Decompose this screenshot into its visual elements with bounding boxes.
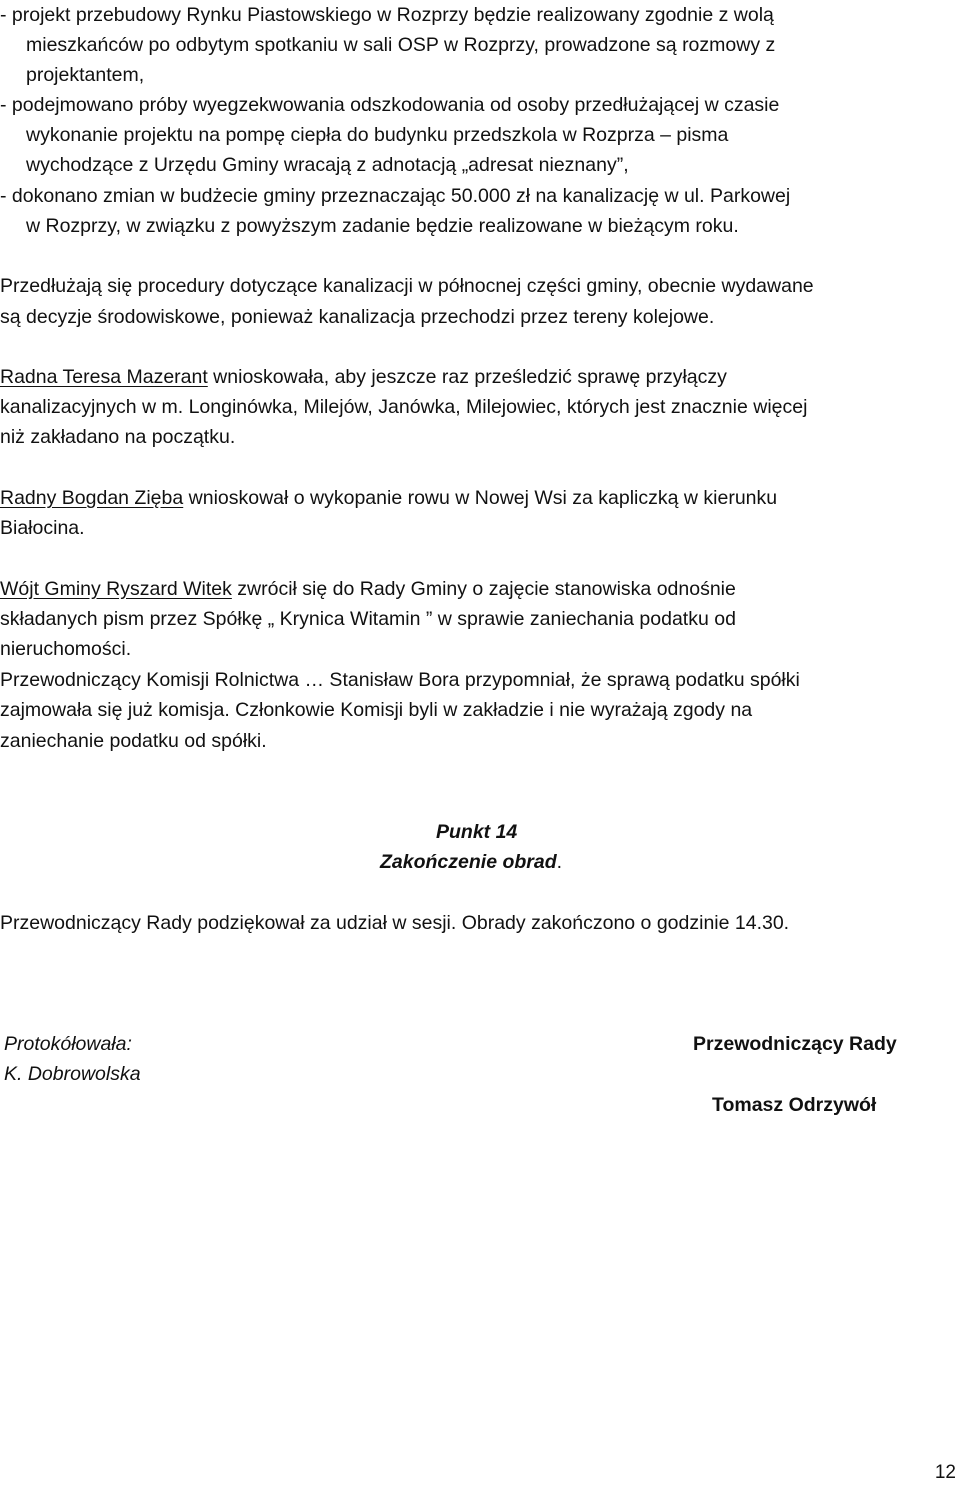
paragraph-bora-line-2: zajmowała się już komisja. Członkowie Komisji byli w zakładzie i nie wyrażają zgody na (0, 699, 753, 721)
paragraph-witek-line-2: składanych pism przez Spółkę „ Krynica Witamin ” w sprawie zaniechania podatku od (0, 608, 736, 630)
bullet-odszkodowanie-line-2: wykonanie projektu na pompę ciepła do budynku przedszkola w Rozprza – pisma (26, 124, 729, 146)
bullet-odszkodowanie-line-1: - podejmowano próby wyegzekwowania odszkodowania od osoby przedłużającej w czasie (0, 94, 780, 116)
paragraph-bora-line-3: zaniechanie podatku od spółki. (0, 730, 267, 752)
paragraph-witek-line-1-text: zwrócił się do Rady Gminy o zajęcie stanowiska odnośnie (231, 578, 736, 600)
paragraph-zieba-line-1-text: wnioskował o wykopanie rowu w Nowej Wsi za kapliczką w kierunku (183, 487, 778, 509)
section-title-text: Zakończenie obrad (380, 851, 557, 873)
section-title-period: . (556, 851, 563, 873)
paragraph-mazerant-line-1-text: wnioskowała, aby jeszcze raz prześledzić sprawę przyłączy (207, 366, 727, 388)
paragraph-zieba-line-1 (0, 483, 960, 513)
paragraph-witek-line-1 (0, 574, 960, 604)
bullet-rynek-line-2: mieszkańców po odbytym spotkaniu w sali OSP w Rozprzy, prowadzone są rozmowy z (26, 34, 776, 56)
speaker-name-zieba: Radny Bogdan Zięba (0, 487, 184, 509)
section-title (380, 847, 562, 877)
paragraph-mazerant-line-2: kanalizacyjnych w m. Longinówka, Milejów, Janówka, Milejowiec, których jest znacznie więcej (0, 396, 808, 418)
speaker-name-mazerant: Radna Teresa Mazerant (0, 366, 208, 388)
bullet-rynek-line-3: projektantem, (26, 64, 145, 86)
paragraph-kanalizacja-line-2: są decyzje środowiskowe, ponieważ kanalizacja przechodzi przez tereny kolejowe. (0, 306, 715, 328)
speaker-name-witek: Wójt Gminy Ryszard Witek (0, 578, 232, 600)
bullet-budzet-line-2: w Rozprzy, w związku z powyższym zadanie będzie realizowane w bieżącym roku. (26, 215, 739, 237)
paragraph-mazerant-line-3: niż zakładano na początku. (0, 426, 236, 448)
paragraph-zieba-line-2: Białocina. (0, 517, 85, 539)
closing-sentence: Przewodniczący Rady podziękował za udział w sesji. Obrady zakończono o godzinie 14.30. (0, 912, 790, 934)
paragraph-kanalizacja-line-1: Przedłużają się procedury dotyczące kanalizacji w północnej części gminy, obecnie wydawane (0, 275, 814, 297)
bullet-odszkodowanie-line-3: wychodzące z Urzędu Gminy wracają z adnotacją „adresat nieznany”, (26, 154, 629, 176)
bullet-budzet-line-1: - dokonano zmian w budżecie gminy przeznaczając 50.000 zł na kanalizację w ul. Parkowej (0, 185, 791, 207)
signature-right-name: Tomasz Odrzywół (712, 1094, 877, 1116)
paragraph-mazerant-line-1 (0, 362, 960, 392)
page-number: 12 (934, 1462, 956, 1483)
bullet-rynek-line-1: - projekt przebudowy Rynku Piastowskiego w Rozprzy będzie realizowany zgodnie z wolą (0, 4, 774, 26)
paragraph-witek-line-3: nieruchomości. (0, 638, 132, 660)
paragraph-bora-line-1: Przewodniczący Komisji Rolnictwa … Stanisław Bora przypomniał, że sprawą podatku spółki (0, 669, 800, 691)
signature-right-label: Przewodniczący Rady (693, 1033, 897, 1055)
section-number: Punkt 14 (436, 821, 518, 843)
signature-left-name: K. Dobrowolska (4, 1063, 141, 1085)
signature-left-label: Protokółowała: (4, 1033, 132, 1055)
